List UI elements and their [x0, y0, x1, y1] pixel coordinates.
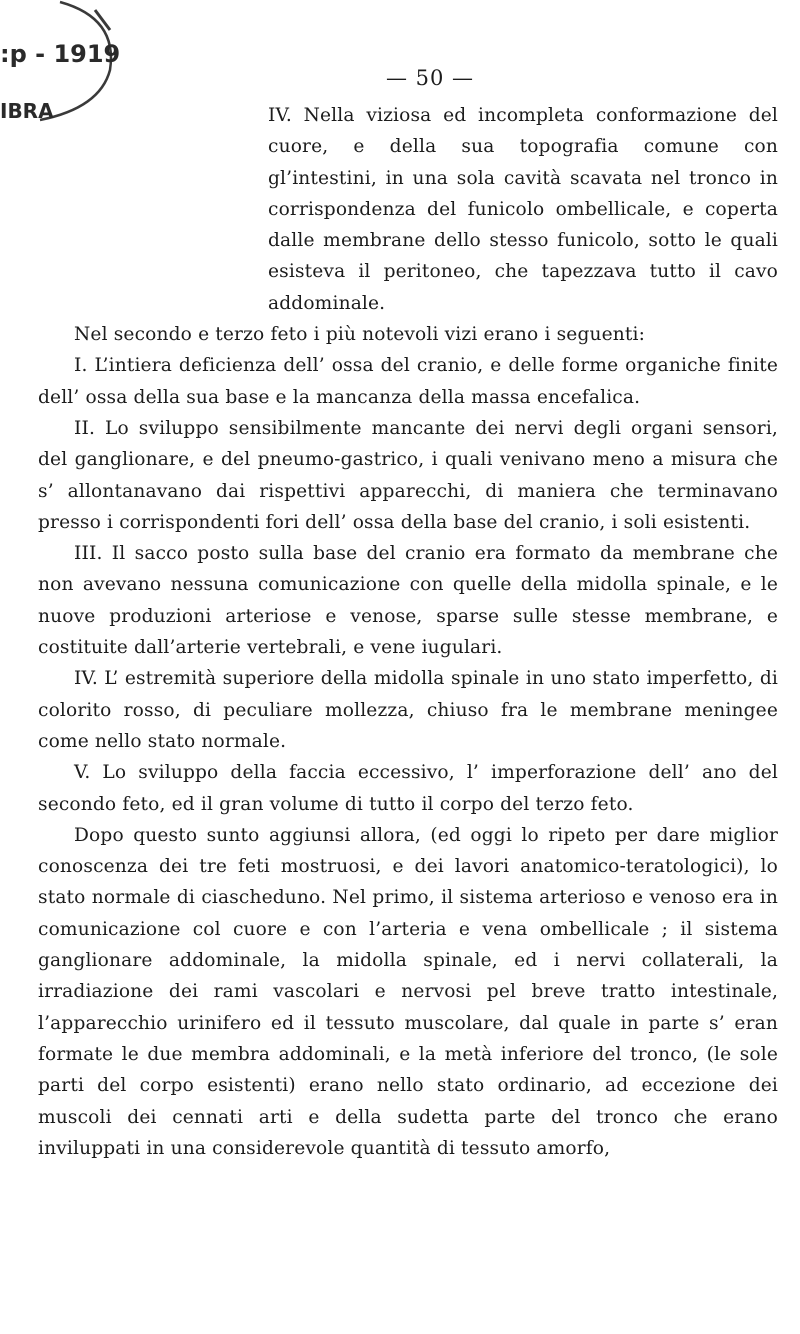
paragraph-i: I. L’intiera deficienza dell’ ossa del cranio, e delle forme organiche finite dell’ ossa della sua base e la mancanza della massa encefalica.	[38, 355, 778, 408]
stamp-line-2: IBRA	[0, 99, 54, 123]
paragraph-v: V. Lo sviluppo della faccia eccessivo, l’ imperforazione dell’ ano del secondo feto, ed il gran volume di tutto il corpo del terzo feto.	[38, 762, 778, 815]
paragraph-summary: Dopo questo sunto aggiunsi allora, (ed oggi lo ripeto per dare miglior conoscenza dei tre feti mostruosi, e dei lavori anatomico-teratologici), lo stato normale di ciascheduno. Nel primo, il sistema arterioso e venoso era in comunicazione col cuore e con l’arteria e vena ombellicale ; il sistema ganglionare addominale, la midolla spinale, ed i nervi collaterali, la irradiazione dei rami vascolari e nervosi pel breve tratto intestinale, l’apparecchio urinifero ed il tessuto muscolare, dal quale in parte s’ eran formate le due membra addominali, e la metà inferiore del tronco, (le sole parti del corpo esistenti) erano nello stato ordinario, ad eccezione dei muscoli dei cennati arti e della sudetta parte del tronco che erano inviluppati in una considerevole quantità di tessuto amorfo,	[38, 824, 778, 1159]
paragraph-iii: III. Il sacco posto sulla base del cranio era formato da membrane che non avevano nessuna comunicazione con quelle della midolla spinale, e le nuove produzioni arteriose e venose, sparse sulle stesse membrane, e costituite dall’arterie vertebrali, e vene iugulari.	[38, 543, 778, 659]
paragraph-ii: II. Lo sviluppo sensibilmente mancante dei nervi degli organi sensori, del ganglionare, e del pneumo-gastrico, i quali venivano meno a misura che s’ allontanavano dai rispettivi apparecchi, di maniera che terminavano presso i corrispondenti fori dell’ ossa della base del cranio, i soli esistenti.	[38, 417, 778, 533]
paragraph-iv: IV. L’ estremità superiore della midolla spinale in uno stato imperfetto, di colorito rosso, di peculiare mollezza, chiuso fra le membrane meningee come nello stato normale.	[38, 668, 778, 752]
body-text	[38, 100, 778, 1164]
page-number: — 50 —	[385, 66, 475, 90]
paragraph-iv-heart: IV. Nella viziosa ed incompleta conformazione del cuore, e della sua topografia comune con gl’intestini, in una sola cavità scavata nel tronco in corrispondenza del funicolo ombellicale, e coperta dalle membrane dello stesso funicolo, sotto le quali esisteva il peritoneo, che tapezzava tutto il cavo addominale.	[268, 105, 778, 314]
paragraph-second-third-fetus: Nel secondo e terzo feto i più notevoli vizi erano i seguenti:	[74, 324, 646, 346]
stamp-line-1: :p - 1919	[0, 40, 121, 68]
